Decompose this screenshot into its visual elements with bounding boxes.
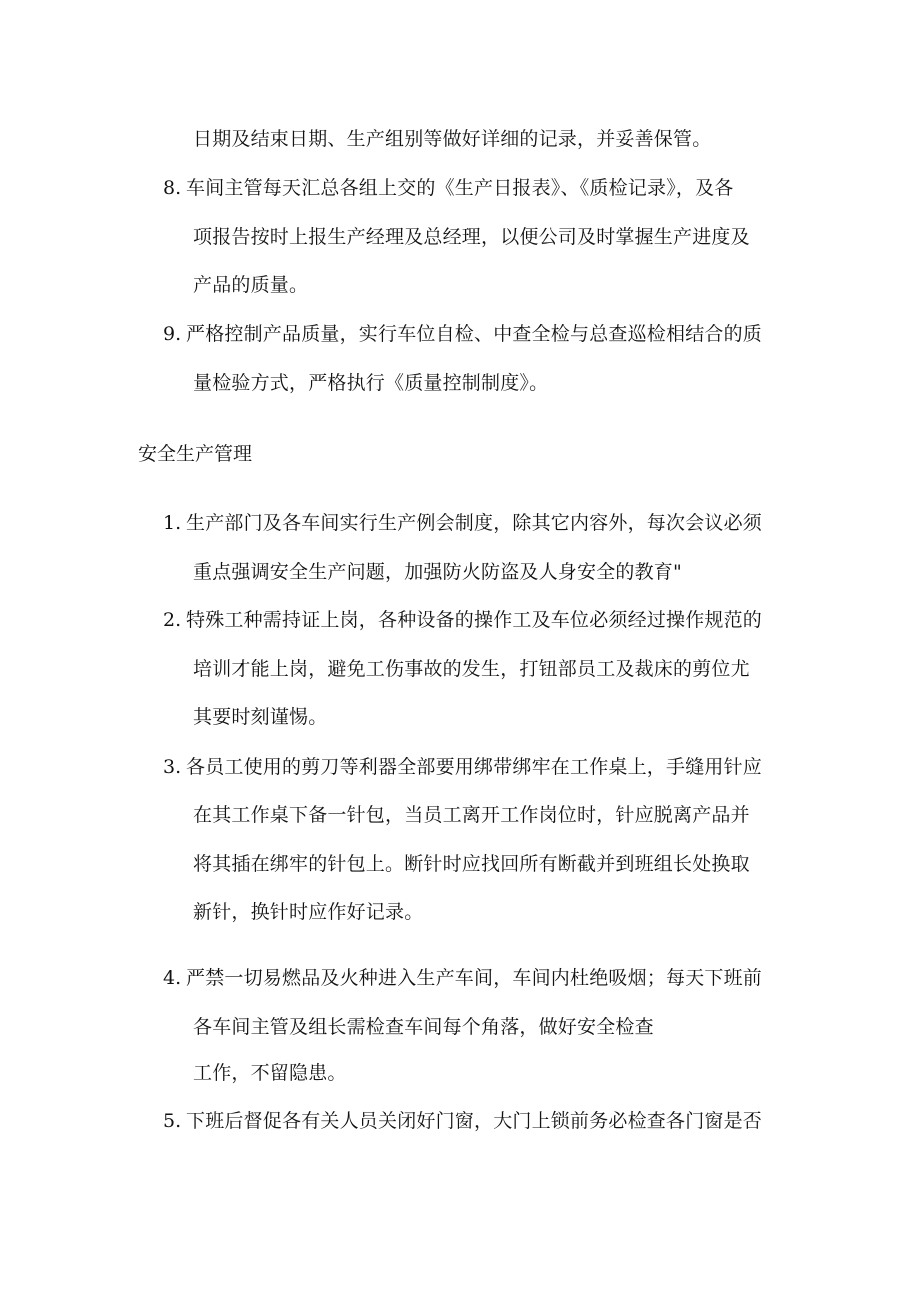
list-item-line: 特殊工种需持证上岗，各种设备的操作工及车位必须经过操作规范的 — [186, 609, 763, 631]
list-item-line: 各车间主管及组长需检查车间每个角落，做好安全检查 — [193, 1016, 654, 1038]
list-item-line: 培训才能上岗，避免工伤事故的发生，打钮部员工及裁床的剪位尤 — [193, 658, 750, 680]
list-item-line: 各员工使用的剪刀等利器全部要用绑带绑牢在工作桌上，手缝用针应 — [186, 756, 763, 778]
list-item-line: 新针，换针时应作好记录。 — [193, 901, 424, 923]
list-item-number: 8. — [163, 177, 182, 199]
list-item-number: 4. — [163, 967, 182, 989]
list-item-line: 量检验方式，严格执行《质量控制制度》。 — [193, 372, 549, 394]
list-item-number: 2. — [163, 609, 182, 631]
list-item-line: 项报告按时上报生产经理及总经理，以便公司及时掌握生产进度及 — [193, 226, 750, 248]
list-item-number: 1. — [163, 512, 182, 534]
list-item-line: 产品的质量。 — [193, 274, 309, 296]
list-item-line: 车间主管每天汇总各组上交的《生产日报表》、《质检记录》，及各 — [186, 177, 734, 199]
list-item-line: 在其工作桌下备一针包，当员工离开工作岗位时，针应脱离产品并 — [193, 804, 750, 826]
section-heading: 安全生产管理 — [138, 443, 253, 465]
list-item-line: 严禁一切易燃品及火种进入生产车间，车间内杜绝吸烟；每天下班前 — [186, 967, 763, 989]
list-item-line: 工作，不留隐患。 — [193, 1062, 347, 1084]
list-item-line: 重点强调安全生产问题，加强防火防盗及人身安全的教育" — [193, 561, 682, 583]
list-item-line: 其要时刻谨惕。 — [193, 706, 328, 728]
list-item-line: 下班后督促各有关人员关闭好门窗，大门上锁前务必检查各门窗是否 — [186, 1110, 763, 1132]
list-item-line: 生产部门及各车间实行生产例会制度，除其它内容外，每次会议必须 — [186, 512, 763, 534]
list-item-number: 9. — [163, 323, 182, 345]
list-item-number: 3. — [163, 756, 182, 778]
continuation-line: 日期及结束日期、生产组别等做好详细的记录，并妥善保管。 — [193, 128, 712, 150]
list-item-number: 5. — [163, 1110, 182, 1132]
list-item-line: 将其插在绑牢的针包上。断针时应找回所有断截并到班组长处换取 — [193, 853, 750, 875]
list-item-line: 严格控制产品质量，实行车位自检、中查全检与总查巡检相结合的质 — [186, 323, 763, 345]
